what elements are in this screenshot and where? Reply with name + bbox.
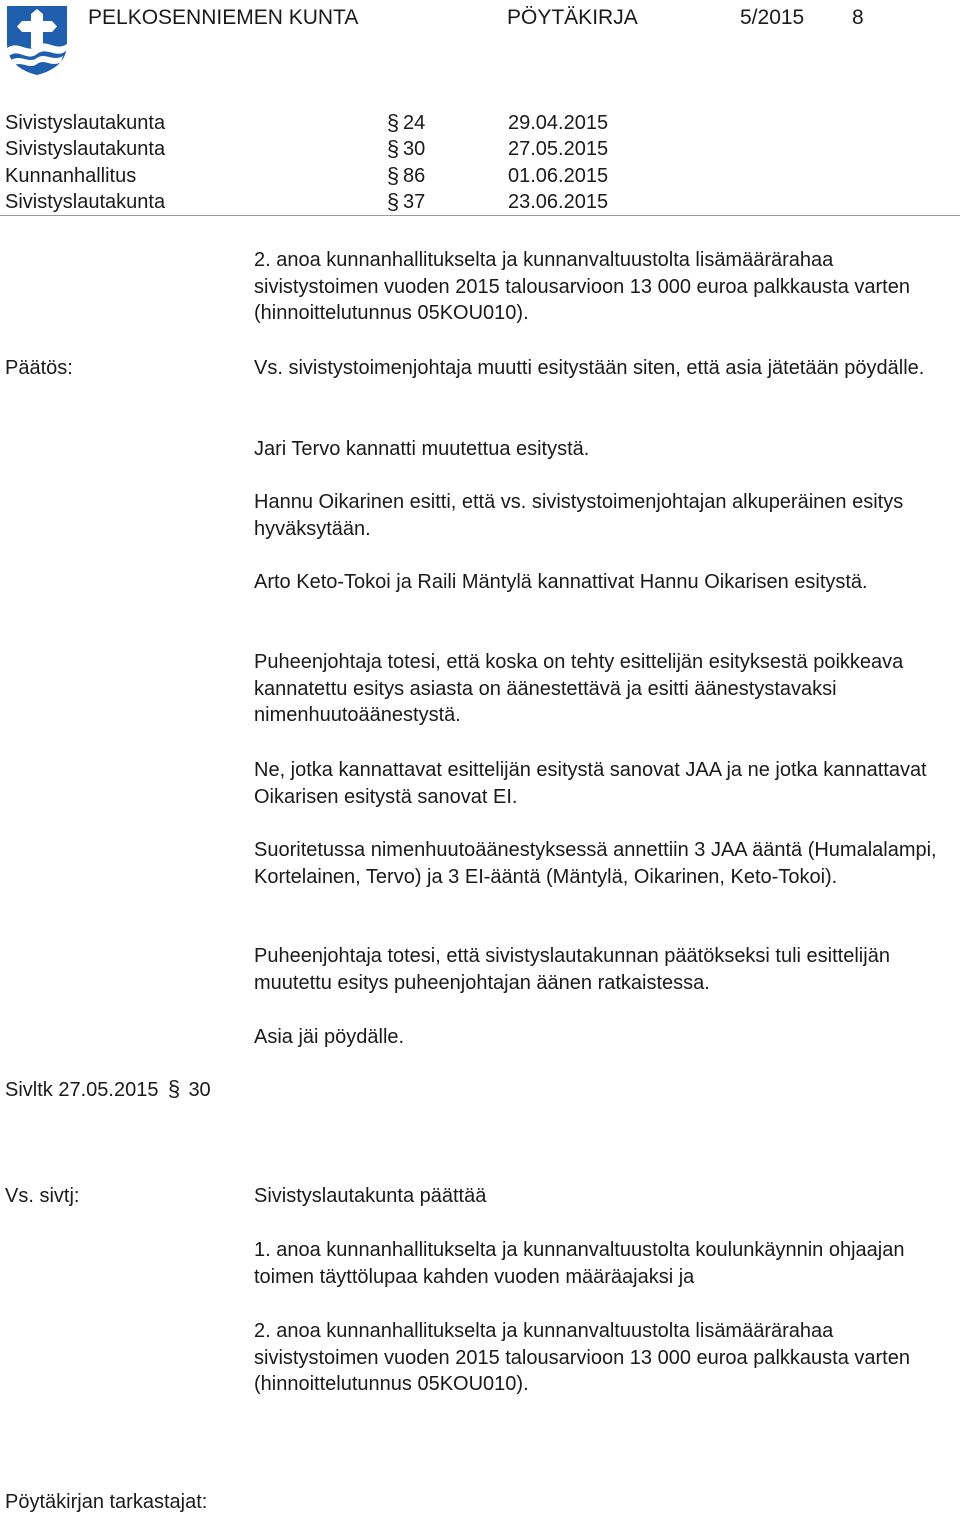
history-date: 29.04.2015: [508, 112, 609, 134]
history-body: Kunnanhallitus: [5, 165, 137, 187]
svg-text:§: §: [386, 137, 400, 161]
meeting-reference-text: Sivltk 27.05.2015: [5, 1079, 159, 1101]
section-sign-icon: [164, 1078, 184, 1100]
meeting-reference-section: 30: [188, 1079, 211, 1101]
decision-paragraph: Vs. sivistystoimenjohtaja muutti esitystään siten, että asia jätetään pöydälle.: [254, 357, 925, 379]
history-row: [5, 163, 705, 189]
history-section: 86: [403, 165, 426, 187]
history-body: Sivistyslautakunta: [5, 191, 166, 213]
decision-paragraph: Hannu Oikarinen esitti, että vs. sivistystoimenjohtajan alkuperäinen esitys hyväksytään.: [254, 491, 904, 540]
history-date: 23.06.2015: [508, 191, 609, 213]
history-section: 24: [403, 112, 426, 134]
minutes-inspectors-label: Pöytäkirjan tarkastajat:: [5, 1491, 208, 1513]
proposal-item: 2. anoa kunnanhallitukselta ja kunnanvaltuustolta lisämäärärahaa sivistystoimen vuoden 2015 talousarvioon 13 000 euroa palkkausta varten (hinnoittelutunnus 05KOU010).: [254, 1320, 910, 1395]
coat-of-arms-icon: [5, 4, 69, 76]
svg-text:§: §: [386, 164, 400, 188]
municipality-name: PELKOSENNIEMEN KUNTA: [88, 6, 359, 29]
svg-text:§: §: [386, 111, 400, 135]
page-number: 8: [852, 6, 864, 29]
history-section: 37: [403, 191, 426, 213]
section-sign-icon: [383, 164, 403, 188]
document-type: PÖYTÄKIRJA: [507, 6, 638, 29]
decision-paragraph: Asia jäi pöydälle.: [254, 1026, 405, 1048]
proposer-label: Vs. sivtj:: [5, 1185, 80, 1207]
history-row: [5, 189, 705, 215]
decision-label: Päätös:: [5, 357, 73, 379]
decision-paragraph: Ne, jotka kannattavat esittelijän esitystä sanovat JAA ja ne jotka kannattavat Oikarisen esitystä sanovat EI.: [254, 759, 927, 808]
proposal-item-2-continued: 2. anoa kunnanhallitukselta ja kunnanvaltuustolta lisämäärärahaa sivistystoimen vuoden 2015 talousarvioon 13 000 euroa palkkausta varten (hinnoittelutunnus 05KOU010).: [254, 249, 910, 324]
svg-text:§: §: [168, 1078, 181, 1100]
history-date: 27.05.2015: [508, 138, 609, 160]
history-body: Sivistyslautakunta: [5, 138, 166, 160]
history-date: 01.06.2015: [508, 165, 609, 187]
meeting-reference: [5, 1077, 211, 1104]
history-row: [5, 136, 705, 162]
section-sign-icon: [383, 137, 403, 161]
history-body: Sivistyslautakunta: [5, 112, 166, 134]
decision-paragraph: Jari Tervo kannatti muutettua esitystä.: [254, 438, 590, 460]
decision-paragraph: Arto Keto-Tokoi ja Raili Mäntylä kannattivat Hannu Oikarisen esitystä.: [254, 571, 868, 593]
divider: [0, 215, 960, 216]
section-sign-icon: [383, 190, 403, 214]
proposal-intro: Sivistyslautakunta päättää: [254, 1185, 487, 1207]
decision-paragraph: Suoritetussa nimenhuutoäänestyksessä annettiin 3 JAA ääntä (Humalalampi, Kortelainen, Tervo) ja 3 EI-ääntä (Mäntylä, Oikarinen, Keto-Tokoi).: [254, 839, 937, 888]
history-section: 30: [403, 138, 426, 160]
section-sign-icon: [383, 111, 403, 135]
history-row: [5, 110, 705, 136]
decision-paragraph: Puheenjohtaja totesi, että koska on tehty esittelijän esityksestä poikkeava kannatettu esitys asiasta on äänestettävä ja esitti äänestystavaksi nimenhuutoäänestystä.: [254, 651, 904, 726]
proposal-item: 1. anoa kunnanhallitukselta ja kunnanvaltuustolta koulunkäynnin ohjaajan toimen täyttölupaa kahden vuoden määräajaksi ja: [254, 1239, 905, 1288]
decision-paragraph: Puheenjohtaja totesi, että sivistyslautakunnan päätökseksi tuli esittelijän muutettu esitys puheenjohtajan äänen ratkaistessa.: [254, 945, 890, 994]
svg-text:§: §: [386, 190, 400, 214]
document-number: 5/2015: [740, 6, 805, 29]
